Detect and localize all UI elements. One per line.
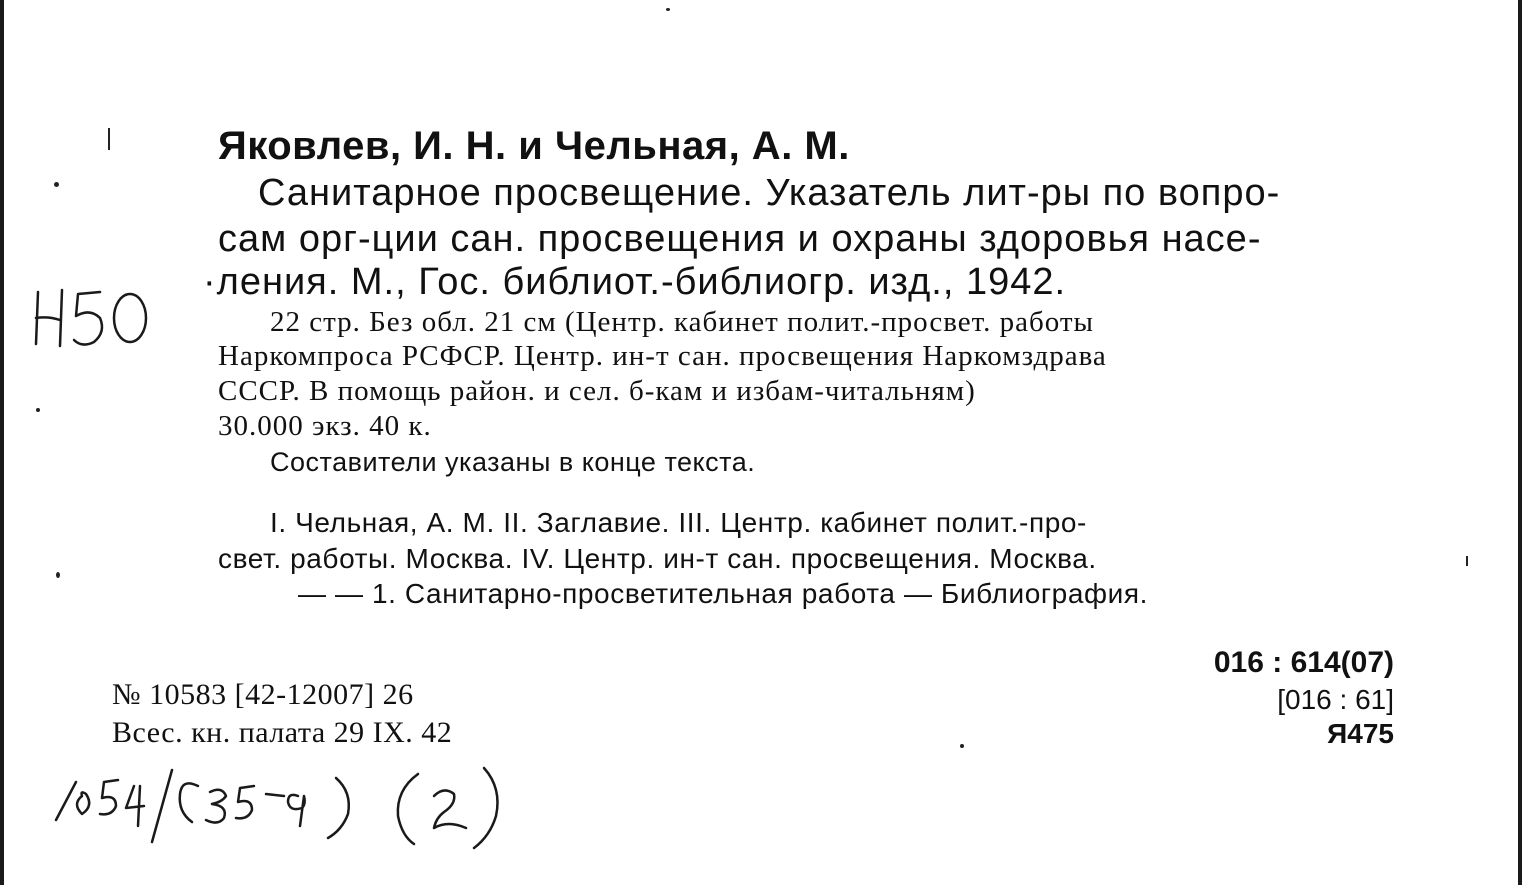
tracing-line-1: I. Чельная, А. М. II. Заглавие. III. Центр. кабинет полит.-про- [270,507,1087,538]
scan-speck [36,408,40,412]
card-right-edge [1518,0,1522,885]
tracing-line-2: свет. работы. Москва. IV. Центр. ин-т сан. просвещения. Москва. [218,543,1097,574]
scan-speck [960,744,964,748]
tracing-line-3: — — 1. Санитарно-просветительная работа — Библиография. [298,578,1149,609]
description-line-2: Наркомпроса РСФСР. Центр. ин-т сан. просвещения Наркомздрава [218,340,1107,372]
description-line-3: СССР. В помощь район. и сел. б-кам и избам-читальням) [218,375,976,407]
shelf-mark-handwritten [30,282,160,352]
description-line-1: 22 стр. Без обл. 21 см (Центр. кабинет полит.-просвет. работы [270,306,1095,338]
classification-secondary: [016 : 61] [1277,684,1394,715]
book-chamber-date: Всес. кн. палата 29 IX. 42 [112,716,453,749]
scan-speck [54,182,59,187]
compilers-note: Составители указаны в конце текста. [270,447,756,477]
scan-speck [56,572,60,578]
card-left-edge [0,0,4,885]
scan-speck [1466,556,1468,566]
registration-number: № 10583 [42-12007] 26 [112,678,414,711]
handwritten-note [52,756,532,856]
author-heading: Яковлев, И. Н. и Чельная, А. М. [218,124,850,168]
author-mark: Я475 [1327,718,1394,749]
title-line-1: Санитарное просвещение. Указатель лит-ры по вопро- [258,172,1281,214]
title-line-2: сам орг-ции сан. просвещения и охраны здоровья насе- [218,218,1262,260]
scan-speck [108,128,110,150]
title-line-3: ·ления. М., Гос. библиот.-библиогр. изд., 1942. [203,261,1067,303]
description-line-4: 30.000 экз. 40 к. [218,410,432,442]
scan-speck [666,8,670,11]
classification-primary: 016 : 614(07) [1213,646,1394,679]
